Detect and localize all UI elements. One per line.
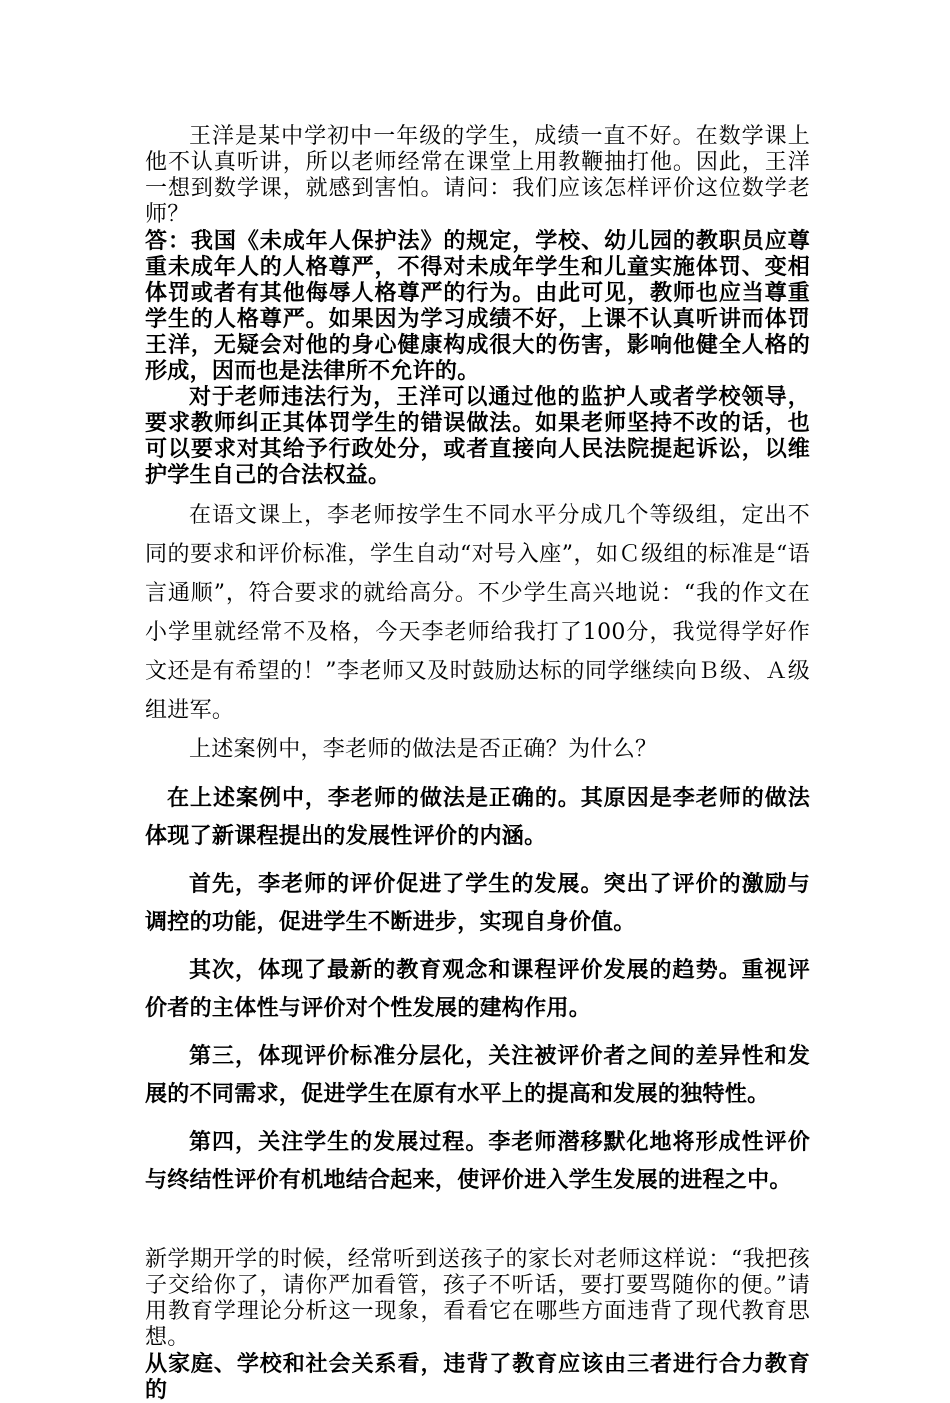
answer-paragraph-law: 答：我国《未成年人保护法》的规定，学校、幼儿园的教职员应尊重未成年人的人格尊严，不得对未成年学生和儿童实施体罚、变相体罚或者有其他侮辱人格尊严的行为。由此可见，教师也应当尊重学生的人格尊严。如果因为学习成绩不好，上课不认真听讲而体罚王洋，无疑会对他的身心健康构成很大的伤害，影响他健全人格的形成，因而也是法律所不允许的。: [145, 228, 810, 384]
answer-point-fourth: 第四，关注学生的发展过程。李老师潜移默化地将形成性评价与终结性评价有机地结合起来，使评价进入学生发展的进程之中。: [145, 1129, 810, 1193]
answer-point-third: 第三，体现评价标准分层化，关注被评价者之间的差异性和发展的不同需求，促进学生在原有水平上的提高和发展的独特性。: [145, 1043, 810, 1107]
case-question-wangyang: 王洋是某中学初中一年级的学生，成绩一直不好。在数学课上他不认真听讲，所以老师经常在课堂上用教鞭抽打他。因此，王洋一想到数学课，就感到害怕。请问：我们应该怎样评价这位数学老师？: [145, 124, 810, 227]
case-question-li-teacher: 上述案例中，李老师的做法是否正确？为什么？: [189, 737, 658, 762]
case-description-li-teacher: 在语文课上，李老师按学生不同水平分成几个等级组，定出不同的要求和评价标准，学生自动“对号入座”，如Ｃ级组的标准是“语言通顺”，符合要求的就给高分。不少学生高兴地说：“我的作文在小学里就经常不及格，今天李老师给我打了100分，我觉得学好作文还是有希望的！”李老师又及时鼓励达标的同学继续向Ｂ级、Ａ级组进军。: [145, 503, 810, 723]
answer-point-first: 首先，李老师的评价促进了学生的发展。突出了评价的激励与调控的功能，促进学生不断进步，实现自身价值。: [145, 871, 810, 935]
answer-point-second: 其次，体现了最新的教育观念和课程评价发展的趋势。重视评价者的主体性与评价对个性发展的建构作用。: [145, 957, 810, 1021]
case-question-parents: 新学期开学的时候，经常听到送孩子的家长对老师这样说：“我把孩子交给你了，请你严加看管，孩子不听话，要打要骂随你的便。”请用教育学理论分析这一现象，看看它在哪些方面违背了现代教育思想。: [145, 1247, 810, 1350]
answer-paragraph-remedy: 对于老师违法行为，王洋可以通过他的监护人或者学校领导，要求教师纠正其体罚学生的错误做法。如果老师坚持不改的话，也可以要求对其给予行政处分，或者直接向人民法院提起诉讼，以维护学生自己的合法权益。: [145, 384, 810, 488]
document-page: [145, 124, 810, 1403]
answer-paragraph-parents: 从家庭、学校和社会关系看，违背了教育应该由三者进行合力教育的: [145, 1351, 810, 1403]
answer-intro: 在上述案例中，李老师的做法是正确的。其原因是李老师的做法体现了新课程提出的发展性评价的内涵。: [145, 785, 810, 849]
